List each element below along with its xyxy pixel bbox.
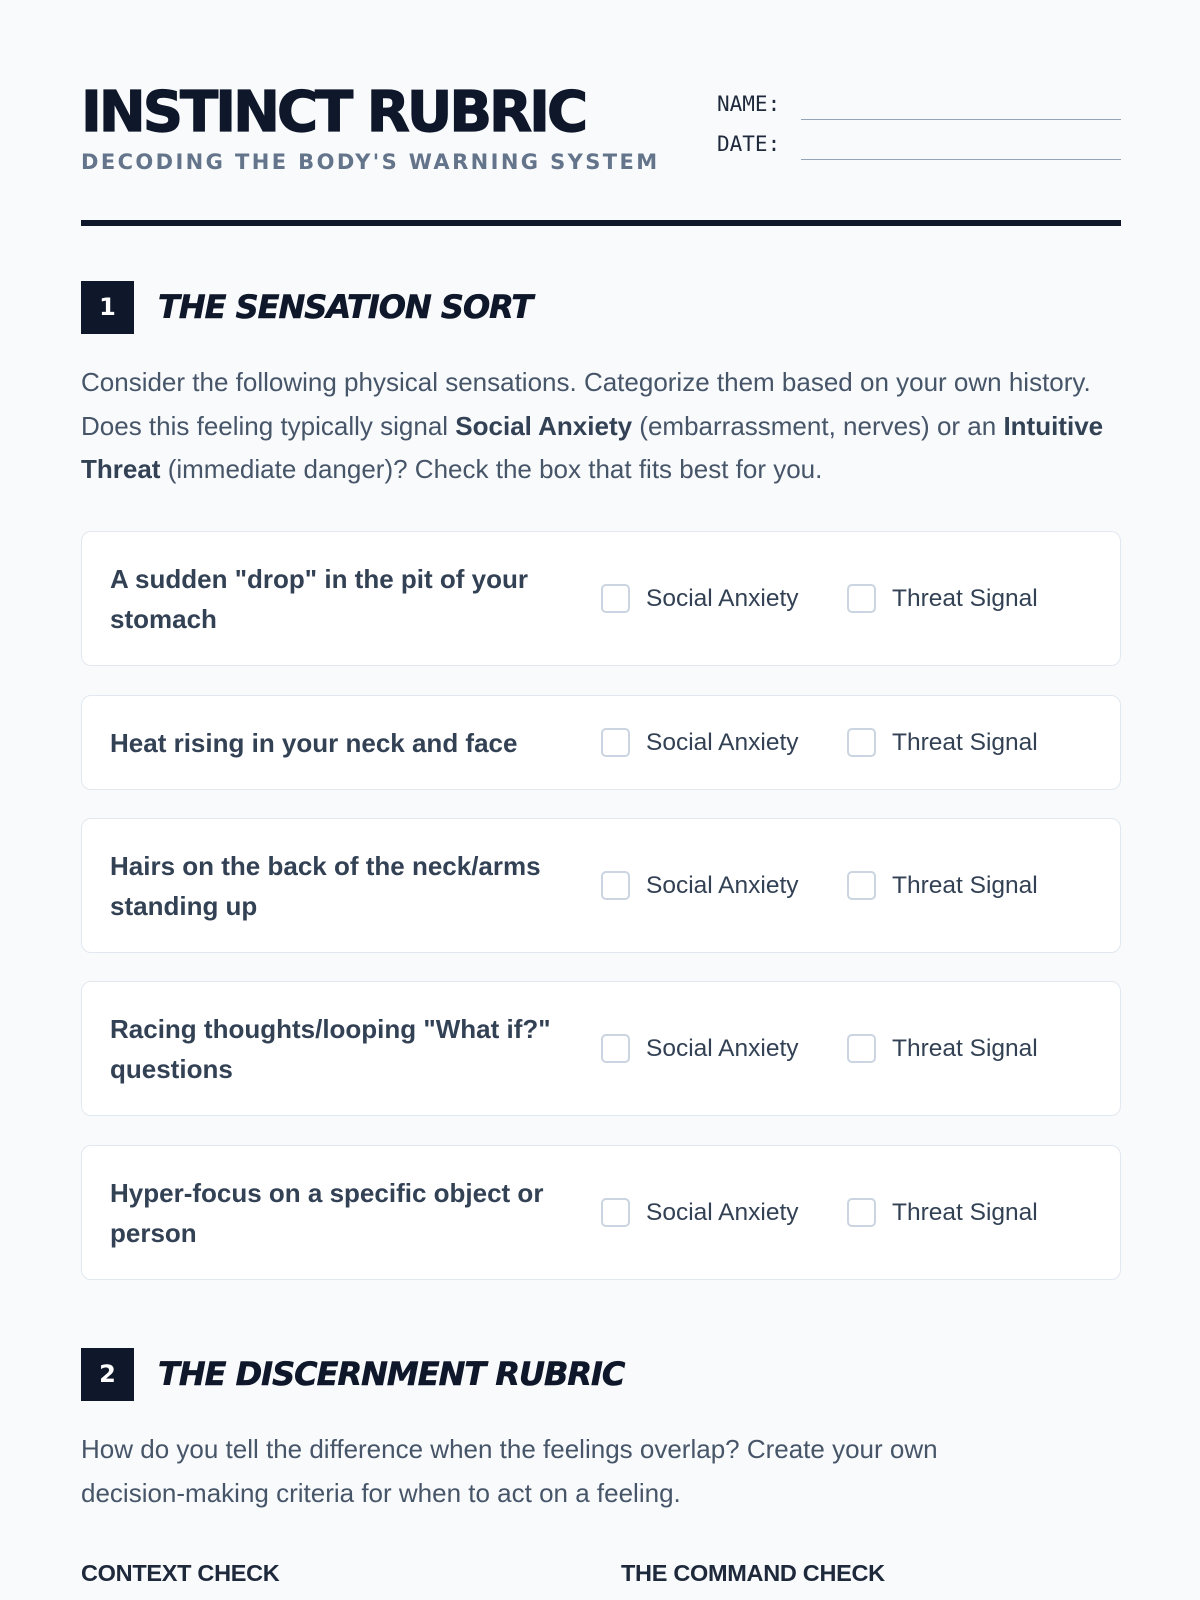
section-title: THE DISCERNMENT RUBRIC	[158, 1355, 625, 1393]
checkbox[interactable]	[847, 584, 876, 613]
option-label: Social Anxiety	[646, 871, 799, 899]
sensation-text: Heat rising in your neck and face	[110, 727, 518, 758]
worksheet-page	[81, 0, 1121, 1586]
section-number-badge: 2	[81, 1348, 134, 1401]
checkbox[interactable]	[601, 728, 630, 757]
section-2-instructions: How do you tell the difference when the feelings overlap? Create your own decision-making criteria for when to act on a feeling.	[81, 1434, 938, 1508]
command-check-heading: THE COMMAND CHECK	[621, 1560, 885, 1586]
option-label: Threat Signal	[892, 584, 1038, 612]
sensation-item	[81, 818, 1121, 953]
option-label: Threat Signal	[892, 1034, 1038, 1062]
option-label: Social Anxiety	[646, 728, 799, 756]
threat-signal-option[interactable]	[847, 726, 1038, 760]
sensation-item	[81, 981, 1121, 1116]
date-label: DATE:	[717, 132, 781, 156]
section-1-heading	[81, 280, 532, 334]
social-anxiety-option[interactable]	[601, 1196, 799, 1230]
page-title: INSTINCT RUBRIC	[81, 80, 586, 145]
option-label: Social Anxiety	[646, 1034, 799, 1062]
sensation-item	[81, 695, 1121, 790]
intro-text: (embarrassment, nerves) or an	[632, 410, 1004, 441]
name-field[interactable]	[801, 87, 1121, 120]
sensation-text: Racing thoughts/looping "What if?" questions	[110, 1013, 551, 1084]
intro-text: (immediate danger)? Check the box that fits best for you.	[160, 454, 823, 484]
checkbox[interactable]	[601, 584, 630, 613]
sensation-item	[81, 1145, 1121, 1280]
option-label: Threat Signal	[892, 728, 1038, 756]
social-anxiety-option[interactable]	[601, 1032, 799, 1066]
sensation-text: Hairs on the back of the neck/arms standing up	[110, 850, 541, 921]
section-2-heading	[81, 1347, 624, 1401]
checkbox[interactable]	[601, 1198, 630, 1227]
section-title: THE SENSATION SORT	[158, 288, 533, 326]
social-anxiety-option[interactable]	[601, 869, 799, 903]
name-date-fields	[717, 80, 1121, 160]
header-divider	[81, 220, 1121, 226]
option-label: Threat Signal	[892, 871, 1038, 899]
checkbox[interactable]	[601, 1034, 630, 1063]
checkbox[interactable]	[847, 728, 876, 757]
threat-signal-option[interactable]	[847, 1196, 1038, 1230]
checkbox[interactable]	[847, 871, 876, 900]
name-label: NAME:	[717, 92, 781, 116]
date-field[interactable]	[801, 127, 1121, 160]
checkbox[interactable]	[847, 1034, 876, 1063]
intro-text: Consider the following physical sensations. Categorize them based on your own history. Does this feeling typically signal	[81, 367, 1091, 441]
option-label: Threat Signal	[892, 1198, 1038, 1226]
threat-signal-option[interactable]	[847, 582, 1038, 616]
sensation-text: A sudden "drop" in the pit of your stomach	[110, 563, 528, 634]
threat-signal-option[interactable]	[847, 1032, 1038, 1066]
social-anxiety-option[interactable]	[601, 582, 799, 616]
section-number-badge: 1	[81, 281, 134, 334]
date-row	[717, 120, 1121, 160]
context-check-heading: CONTEXT CHECK	[81, 1560, 280, 1586]
checkbox[interactable]	[847, 1198, 876, 1227]
checkbox[interactable]	[601, 871, 630, 900]
intro-bold-threat: Intuitive Threat	[81, 410, 1104, 484]
name-row	[717, 80, 1121, 120]
section-1-instructions	[81, 361, 1121, 492]
option-label: Social Anxiety	[646, 1198, 799, 1226]
header	[81, 0, 1121, 230]
intro-bold-social: Social Anxiety	[455, 410, 633, 441]
sensation-item	[81, 531, 1121, 666]
threat-signal-option[interactable]	[847, 869, 1038, 903]
sensation-text: Hyper-focus on a specific object or person	[110, 1177, 544, 1248]
option-label: Social Anxiety	[646, 584, 799, 612]
page-subtitle: DECODING THE BODY'S WARNING SYSTEM	[81, 150, 660, 174]
social-anxiety-option[interactable]	[601, 726, 799, 760]
